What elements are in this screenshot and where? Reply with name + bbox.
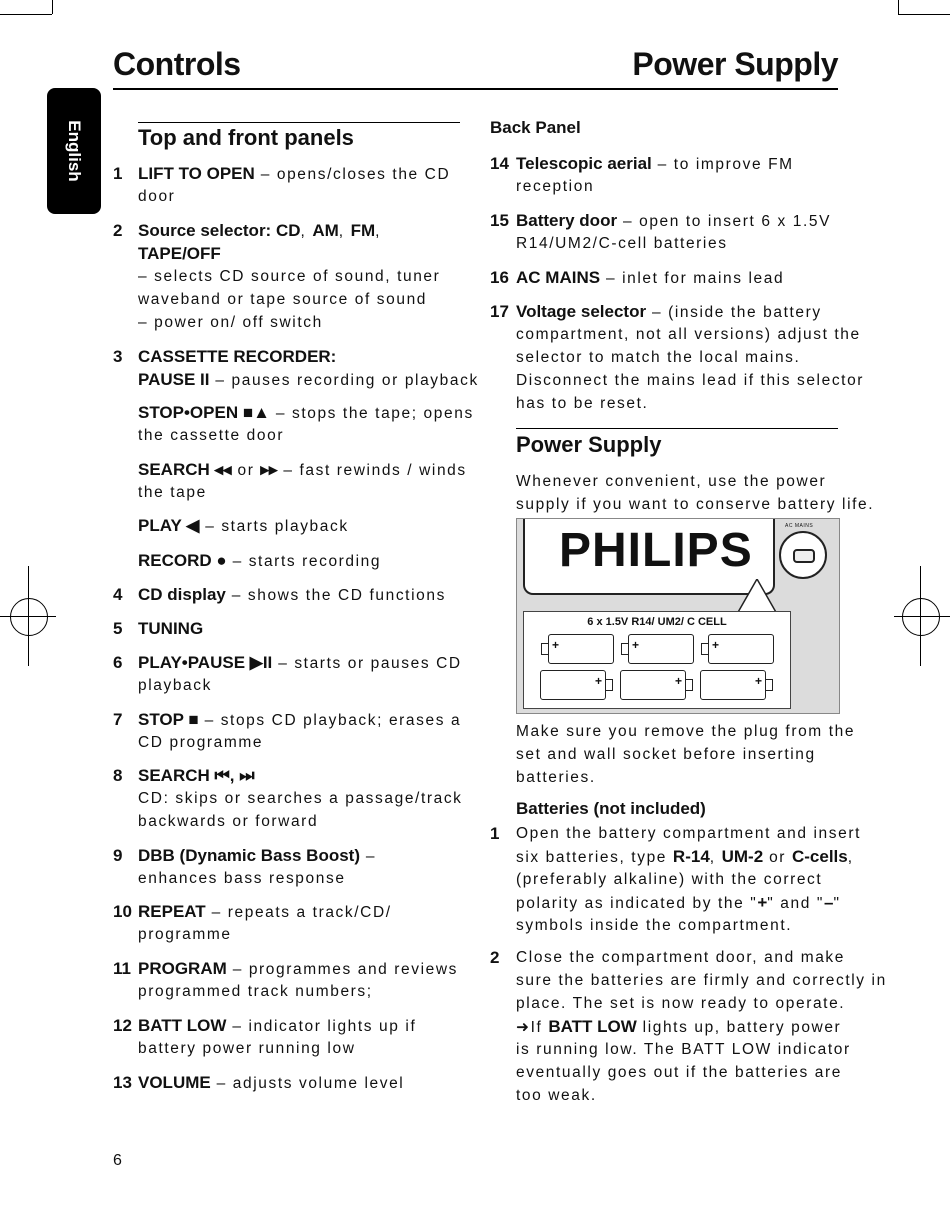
left-item-number: 2	[113, 221, 123, 240]
bold-label: RECORD ●	[138, 551, 227, 570]
description-text: compartment, not all versions) adjust the	[516, 326, 861, 343]
description-text: six batteries, type	[516, 849, 673, 866]
bold-label: AM	[312, 221, 339, 240]
description-text: – starts playback	[199, 518, 349, 535]
power-section-title: Power Supply	[516, 432, 662, 457]
left-item-line	[138, 867, 346, 890]
description-text: R14/UM2/C-cell batteries	[516, 235, 728, 252]
description-text: or	[231, 462, 261, 479]
bold-label: Voltage selector	[516, 302, 647, 321]
left-item-line	[138, 424, 284, 447]
header-rule	[113, 88, 838, 90]
language-tab	[47, 88, 101, 214]
left-item-line	[138, 900, 392, 924]
left-item-line	[138, 957, 458, 981]
left-item-line	[138, 242, 221, 266]
description-text: Disconnect the mains lead if this selector	[516, 372, 865, 389]
left-section-rule	[138, 122, 460, 123]
bold-label: SEARCH ◂◂	[138, 460, 232, 479]
battery-step-item-line	[516, 822, 861, 845]
description-text: sure the batteries are firmly and correctly in	[516, 972, 887, 989]
description-text: too weak.	[516, 1087, 597, 1104]
battery-step-item-line	[516, 845, 854, 869]
description-text: symbols inside the compartment.	[516, 917, 793, 934]
bold-label: Source selector: CD	[138, 221, 301, 240]
right-item-line	[516, 266, 784, 290]
right-item-line	[516, 209, 831, 233]
battery-step-item-line	[516, 914, 792, 937]
description-text: CD: skips or searches a passage/track	[138, 790, 463, 807]
description-text: enhances bass response	[138, 870, 346, 887]
description-text: eventually goes out if the batteries are	[516, 1064, 842, 1081]
bold-label: REPEAT	[138, 902, 206, 921]
registration-mark-left	[10, 598, 48, 636]
left-item-number: 5	[113, 619, 123, 638]
bold-label: CD display	[138, 585, 226, 604]
battery-step-item-number: 2	[490, 948, 500, 967]
right-item-line	[516, 152, 794, 176]
description-text: selector to match the local mains.	[516, 349, 801, 366]
left-item-line	[138, 549, 381, 573]
right-item-number: 17	[490, 302, 509, 321]
right-item-number: 16	[490, 268, 509, 287]
battery-compartment	[523, 611, 791, 709]
bold-label: PROGRAM	[138, 959, 227, 978]
left-item-number: 8	[113, 766, 123, 785]
description-text: ,	[709, 849, 722, 866]
description-text: is running low. The BATT LOW indicator	[516, 1041, 851, 1058]
bold-label: VOLUME	[138, 1073, 211, 1092]
battery-3: +	[708, 634, 774, 664]
crop-mark-tr-v	[898, 0, 899, 14]
left-item-number: 12	[113, 1016, 132, 1035]
battery-step-item-line	[516, 1038, 851, 1061]
description-text: – stops CD playback; erases a	[198, 712, 462, 729]
description-text: playback	[138, 677, 212, 694]
right-item-line	[516, 175, 594, 198]
description-text: reception	[516, 178, 595, 195]
left-item-line	[138, 288, 427, 311]
description-text: – indicator lights up if	[226, 1018, 417, 1035]
bold-label: C-cells	[791, 847, 848, 866]
bold-label: PLAY ◀	[138, 516, 200, 535]
description-text: " and "	[767, 895, 824, 912]
registration-mark-left-v	[28, 566, 29, 666]
left-item-line	[138, 458, 467, 482]
bold-label: ▸▸	[260, 460, 278, 479]
after-illus-line-1: Make sure you remove the plug from the	[516, 723, 856, 740]
description-text: or	[763, 849, 792, 866]
left-item-line	[138, 311, 323, 334]
language-tab-label: English	[65, 120, 84, 182]
bold-label: Telescopic aerial	[516, 154, 652, 173]
page-number: 6	[113, 1152, 122, 1169]
bold-label: –	[823, 893, 834, 912]
battery-step-item-line	[516, 1061, 842, 1084]
battery-step-item-line	[516, 891, 841, 915]
right-item-line	[516, 300, 822, 324]
left-item-line	[138, 1014, 416, 1038]
right-item-line	[516, 369, 864, 392]
description-text: – (inside the battery	[646, 304, 822, 321]
after-illus-line-2: set and wall socket before inserting	[516, 746, 816, 763]
right-item-line	[516, 232, 728, 255]
battery-step-item-line	[516, 992, 845, 1015]
description-text: –	[360, 848, 377, 865]
left-item-line	[138, 731, 263, 754]
compartment-label: 6 x 1.5V R14/ UM2/ C CELL	[587, 616, 727, 628]
description-text: backwards or forward	[138, 813, 319, 830]
left-item-line	[138, 980, 373, 1003]
description-text: – selects CD source of sound, tuner	[138, 268, 441, 285]
left-item-line	[138, 1037, 356, 1060]
bold-label: BATT LOW	[548, 1017, 637, 1036]
left-item-number: 4	[113, 585, 123, 604]
header-right-title: Power Supply	[632, 46, 838, 82]
battery-6: +	[700, 670, 766, 700]
description-text: (preferably alkaline) with the correct	[516, 871, 823, 888]
ac-mains-label: AC MAINS	[785, 523, 814, 529]
registration-mark-right	[902, 598, 940, 636]
left-item-line	[138, 514, 349, 538]
header-left-title: Controls	[113, 46, 241, 82]
battery-4: +	[540, 670, 606, 700]
description-text: ,	[300, 223, 313, 240]
description-text: – inlet for mains lead	[600, 270, 785, 287]
left-item-line	[138, 162, 450, 186]
bold-label: TUNING	[138, 619, 204, 638]
description-text: – adjusts volume level	[210, 1075, 405, 1092]
back-panel-title: Back Panel	[490, 118, 581, 137]
description-text: ➜If	[516, 1019, 549, 1036]
left-item-number: 7	[113, 710, 123, 729]
bold-label: DBB (Dynamic Bass Boost)	[138, 846, 360, 865]
left-item-line	[138, 923, 232, 946]
battery-step-item-line	[516, 1015, 841, 1039]
description-text: – opens/closes the CD	[254, 166, 451, 183]
battery-step-item-line	[516, 1084, 597, 1107]
left-item-line	[138, 651, 462, 675]
description-text: battery power running low	[138, 1040, 356, 1057]
left-item-line	[138, 764, 255, 788]
left-item-line	[138, 368, 479, 392]
battery-illustration	[516, 518, 840, 714]
power-intro-line-2: supply if you want to conserve battery life.	[516, 496, 875, 513]
left-item-number: 13	[113, 1073, 132, 1092]
left-item-line	[138, 265, 440, 288]
left-item-number: 3	[113, 347, 123, 366]
left-item-line	[138, 219, 381, 243]
left-item-line	[138, 583, 446, 607]
battery-step-item-line	[516, 868, 822, 891]
bold-label: SEARCH ⏮, ⏭	[138, 766, 255, 785]
bold-label: TAPE/OFF	[138, 244, 221, 263]
description-text: ,	[338, 223, 351, 240]
description-text: Close the compartment door, and make	[516, 949, 845, 966]
batteries-title: Batteries (not included)	[516, 799, 706, 818]
description-text: – starts or pauses CD	[272, 655, 462, 672]
description-text: the tape	[138, 484, 207, 501]
description-text: "	[833, 895, 841, 912]
bold-label: FM	[350, 221, 376, 240]
description-text: ,	[847, 849, 854, 866]
battery-2: +	[628, 634, 694, 664]
bold-label: AC MAINS	[516, 268, 601, 287]
bold-label: LIFT TO OPEN	[138, 164, 255, 183]
left-item-number: 6	[113, 653, 123, 672]
bold-label: +	[757, 893, 768, 912]
bold-label: UM-2	[721, 847, 764, 866]
bold-label: STOP ■	[138, 710, 199, 729]
registration-mark-right-h	[894, 616, 950, 617]
description-text: CD programme	[138, 734, 264, 751]
left-item-line	[138, 481, 207, 504]
left-item-number: 11	[113, 959, 131, 978]
description-text: programmed track numbers;	[138, 983, 373, 1000]
left-item-line	[138, 810, 318, 833]
description-text: has to be reset.	[516, 395, 649, 412]
description-text: door	[138, 188, 176, 205]
left-item-line	[138, 345, 336, 369]
left-item-line	[138, 674, 212, 697]
description-text: – fast rewinds / winds	[277, 462, 467, 479]
bold-label: PAUSE II	[138, 370, 210, 389]
left-item-line	[138, 787, 463, 810]
philips-logo: PHILIPS	[559, 524, 753, 577]
battery-step-item-line	[516, 969, 887, 992]
battery-step-item-number: 1	[490, 824, 500, 843]
left-section-title: Top and front panels	[138, 125, 354, 150]
battery-1: +	[548, 634, 614, 664]
bold-label: PLAY•PAUSE ▶II	[138, 653, 273, 672]
left-item-line	[138, 708, 461, 732]
left-item-number: 1	[113, 164, 123, 183]
description-text: programme	[138, 926, 232, 943]
right-item-number: 15	[490, 211, 509, 230]
power-section-rule	[516, 428, 838, 429]
bold-label: Battery door	[516, 211, 618, 230]
crop-mark-tr	[898, 14, 950, 15]
description-text: Open the battery compartment and insert	[516, 825, 861, 842]
description-text: – open to insert 6 x 1.5V	[617, 213, 832, 230]
registration-mark-right-v	[920, 566, 921, 666]
right-item-number: 14	[490, 154, 509, 173]
left-item-line	[138, 1071, 404, 1095]
description-text: – to improve FM	[651, 156, 794, 173]
description-text: – power on/ off switch	[138, 314, 323, 331]
description-text: – pauses recording or playback	[209, 372, 479, 389]
crop-mark-tl	[0, 14, 52, 15]
description-text: – repeats a track/CD/	[205, 904, 392, 921]
description-text: – shows the CD functions	[225, 587, 446, 604]
description-text: place. The set is now ready to operate.	[516, 995, 846, 1012]
crop-mark-tl-v	[52, 0, 53, 14]
description-text: ,	[375, 223, 382, 240]
battery-5: +	[620, 670, 686, 700]
bold-label: STOP•OPEN ■▲	[138, 403, 270, 422]
description-text: lights up, battery power	[636, 1019, 842, 1036]
bold-label: R-14	[672, 847, 710, 866]
right-item-line	[516, 392, 648, 415]
left-item-line	[138, 401, 474, 425]
description-text: polarity as indicated by the "	[516, 895, 758, 912]
bold-label: BATT LOW	[138, 1016, 227, 1035]
socket-plug-icon	[793, 549, 815, 563]
bold-label: CASSETTE RECORDER:	[138, 347, 337, 366]
left-item-line	[138, 185, 175, 208]
description-text: the cassette door	[138, 427, 285, 444]
description-text: – programmes and reviews	[226, 961, 459, 978]
description-text: – starts recording	[226, 553, 382, 570]
description-text: waveband or tape source of sound	[138, 291, 428, 308]
after-illus-line-3: batteries.	[516, 769, 596, 786]
right-item-line	[516, 323, 861, 346]
left-item-number: 10	[113, 902, 132, 921]
battery-step-item-line	[516, 946, 845, 969]
right-item-line	[516, 346, 800, 369]
left-item-line	[138, 844, 376, 868]
description-text: – stops the tape; opens	[269, 405, 474, 422]
left-item-number: 9	[113, 846, 123, 865]
left-item-line	[138, 617, 203, 641]
power-intro-line-1: Whenever convenient, use the power	[516, 473, 827, 490]
